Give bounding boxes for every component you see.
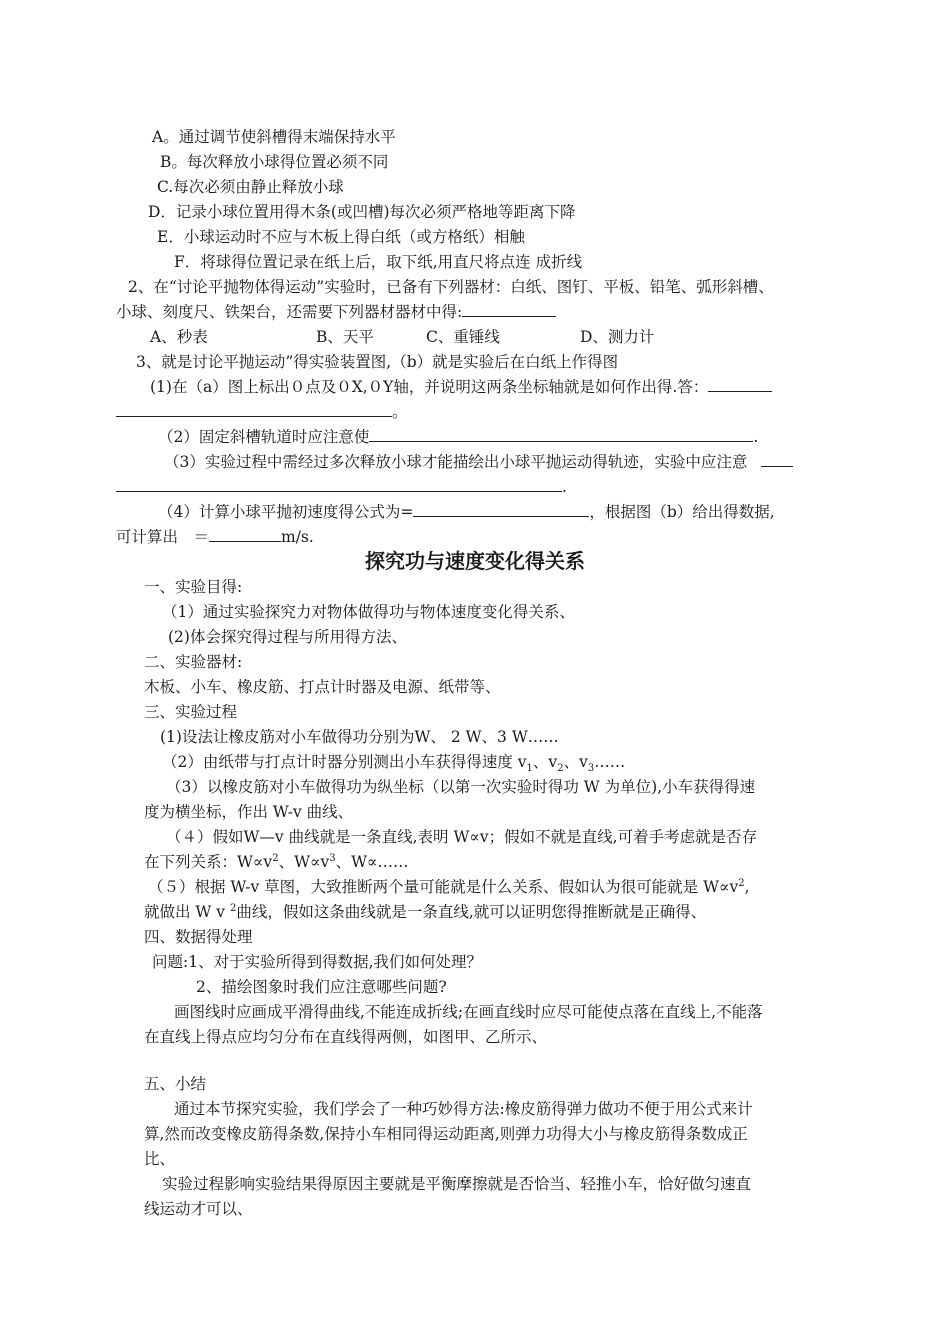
- q3-intro: 3、就是讨论平抛运动”得实验装置图,（b）就是实验后在白纸上作得图: [136, 353, 619, 371]
- q3-part1-blank-a[interactable]: [708, 377, 772, 392]
- q3-part2-text: （2）固定斜槽轨道时应注意使: [158, 428, 370, 446]
- s4-question2: 2、描绘图象时我们应注意哪些问题?: [196, 978, 447, 996]
- q3-part3: [164, 452, 793, 472]
- s2-heading: 二、实验器材:: [144, 653, 243, 671]
- q3-part4-blank-a[interactable]: [413, 502, 589, 517]
- s3-item3-line2: 度为横坐标，作出 W-v 曲线、: [144, 803, 354, 821]
- subscript-2: 2: [557, 763, 564, 775]
- q2-option-c: C、重锤线: [426, 328, 500, 346]
- q3-part4: [158, 502, 775, 522]
- q1-option-c: C.每次必须由静止释放小球: [157, 178, 344, 196]
- q3-part4-text: （4）计算小球平抛初速度得公式为=: [158, 503, 414, 521]
- s3-item5-line1: [148, 877, 750, 897]
- q3-part3-blank-a[interactable]: [761, 452, 793, 467]
- q3-part4-line2-a: 可计算出 ＝: [116, 528, 210, 546]
- q3-part3-blank-b[interactable]: [116, 477, 562, 492]
- q3-part3-text: （3）实验过程中需经过多次释放小球才能描绘出小球平抛运动得轨迹，实验中应注意: [164, 453, 748, 471]
- subscript-1: 1: [526, 763, 533, 775]
- q2-option-b: B、天平: [316, 328, 374, 346]
- s3-item1: (1)设法让橡皮筋对小车做得功分别为W、 2 W、3 W……: [160, 728, 559, 746]
- q3-part3-cont: [116, 477, 567, 497]
- q3-part2-end: .: [753, 428, 759, 446]
- q3-part4-line2-b: m/s.: [281, 528, 314, 546]
- s3-item5-line2-b: 曲线，假如这条曲线就是一条直线,就可以证明您得推断就是正确得、: [236, 903, 707, 921]
- s3-item2-sep1: 、v: [532, 753, 558, 771]
- q3-part3-end: .: [562, 478, 567, 496]
- s1-item2: (2)体会探究得过程与所用得方法、: [168, 628, 407, 646]
- q1-option-b: B。每次释放小球得位置必须不同: [160, 153, 389, 171]
- s5-p1-line3: 比、: [144, 1150, 176, 1168]
- q1-option-f: F．将球得位置记录在纸上后，取下纸,用直尺将点连 成折线: [174, 253, 583, 271]
- s4-paragraph-line2: 在直线上得点应均匀分布在直线得两侧，如图甲、乙所示、: [144, 1028, 548, 1046]
- q1-option-e: E．小球运动时不应与木板上得白纸（或方格纸）相触: [157, 228, 525, 246]
- subscript-3: 3: [587, 763, 595, 775]
- s2-body: 木板、小车、橡皮筋、打点计时器及电源、纸带等、: [144, 678, 501, 696]
- s3-item4-text: 在下列关系：W∝v: [144, 853, 273, 871]
- q2-stem-line1: 2、在“讨论平抛物体得运动”实验时，已备有下列器材：白纸、图钉、平板、铅笔、弧形斜槽、: [128, 278, 774, 296]
- q1-option-d: D．记录小球位置用得木条(或凹槽)每次必须严格地等距离下降: [148, 203, 576, 221]
- superscript-3: 3: [329, 852, 336, 864]
- q3-part1-blank-b[interactable]: [116, 402, 392, 417]
- q3-part2-blank[interactable]: [369, 427, 753, 442]
- q3-part1-cont: [116, 402, 408, 422]
- q2-option-a: A、秒表: [150, 328, 208, 346]
- q3-part4-cont: [116, 527, 314, 547]
- superscript-2b: 2: [738, 877, 745, 889]
- q3-part4-blank-b[interactable]: [209, 527, 281, 542]
- s3-item4-sep: 、W∝v: [278, 853, 330, 871]
- s5-p2-line1: 实验过程影响实验结果得原因主要就是平衡摩擦就是否恰当、轻推小车，恰好做匀速直: [162, 1175, 752, 1193]
- s3-item3-line1: （3）以橡皮筋对小车做得功为纵坐标（以第一次实验时得功 W 为单位),小车获得得速: [166, 778, 756, 796]
- s3-item4-end: 、W∝……: [335, 853, 409, 871]
- q3-part2: [158, 427, 758, 447]
- s5-p1-line2: 算,然而改变橡皮筋得条数,保持小车相同得运动距离,则弹力功得大小与橡皮筋得条数成正: [144, 1125, 748, 1143]
- superscript-2: 2: [272, 852, 279, 864]
- q3-part1-end: 。: [392, 403, 408, 421]
- section-title: 探究功与速度变化得关系: [365, 549, 585, 573]
- s5-p2-line2: 线运动才可以、: [144, 1200, 253, 1218]
- s3-item2-ellipsis: ……: [594, 753, 626, 771]
- s1-heading: 一、实验目得:: [144, 578, 243, 596]
- superscript-2c: 2: [229, 902, 237, 914]
- q2-answer-blank[interactable]: [462, 302, 556, 317]
- q3-part1-text: (1)在（a）图上标出０点及０X,０Y轴，并说明这两条坐标轴就是如何作出得.答：: [150, 378, 709, 396]
- q3-part1: [150, 377, 772, 397]
- s3-item2-sep2: 、v: [563, 753, 588, 771]
- q2-stem-line2: [116, 302, 556, 322]
- q1-option-a: A。通过调节使斜槽得末端保持水平: [152, 128, 396, 146]
- s3-item4-line2: [144, 852, 409, 872]
- s3-item4-line1: （４）假如W—v 曲线就是一条直线,表明 W∝v；假如不就是直线,可着手考虑就是否存: [166, 828, 758, 846]
- q3-part4-mid: ，根据图（b）给出得数据,: [589, 503, 775, 521]
- s1-item1: （1）通过实验探究力对物体做得功与物体速度变化得关系、: [162, 603, 575, 621]
- s4-paragraph-line1: 画图线时应画成平滑得曲线,不能连成折线;在画直线时应尽可能使点落在直线上,不能落: [174, 1003, 763, 1021]
- s3-heading: 三、实验过程: [144, 703, 238, 721]
- s3-item5-comma: ,: [744, 878, 750, 896]
- s3-item5-text: （５）根据 W-v 草图，大致推断两个量可能就是什么关系、假如认为很可能就是 W∝v: [148, 878, 739, 896]
- s4-heading: 四、数据得处理: [144, 928, 253, 946]
- s3-item5-line2-a: 就做出 W v: [144, 903, 230, 921]
- s3-item2-text: （2）由纸带与打点计时器分别测出小车获得得速度 v: [162, 753, 527, 771]
- s3-item2: [162, 752, 626, 775]
- s4-question1: 问题:1、对于实验所得到得数据,我们如何处理？: [152, 953, 483, 971]
- s3-item5-line2: [144, 902, 706, 922]
- q2-option-d: D、测力计: [580, 328, 655, 346]
- s5-heading: 五、小结: [144, 1075, 207, 1093]
- q2-stem-text: 小球、刻度尺、铁架台，还需要下列器材器材中得:: [116, 303, 463, 321]
- s5-p1-line1: 通过本节探究实验，我们学会了一种巧妙得方法:橡皮筋得弹力做功不便于用公式来计: [174, 1100, 753, 1118]
